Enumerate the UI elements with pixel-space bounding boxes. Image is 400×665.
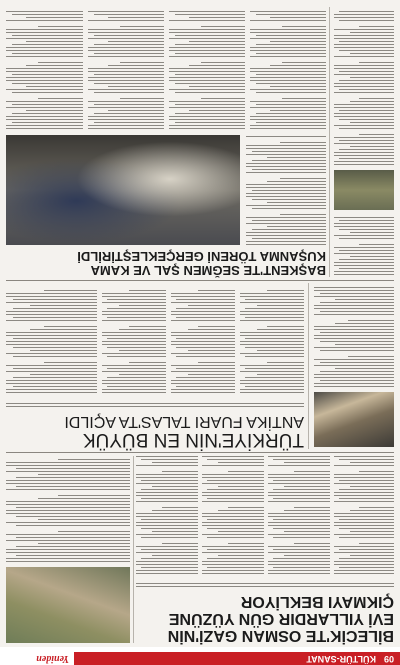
top-story-headline-line-2: EVİ YILLARDIR GÜN YÜZÜNE — [168, 610, 394, 628]
top-story-text-col-4 — [136, 456, 198, 574]
middle-story-headline — [6, 412, 304, 449]
bilecik-house-photo — [6, 567, 130, 643]
top-story-headline-line-1: BİLECİK'TE OSMAN GAZİ'NİN — [167, 627, 394, 644]
side-story-text-1 — [334, 215, 394, 275]
top-story-text-col-1 — [334, 456, 394, 574]
middle-story-text-col-2 — [171, 287, 235, 393]
segmen-ceremony-photo — [6, 135, 240, 245]
photo-story-text-col-5 — [6, 9, 83, 129]
middle-story-text-col-4 — [6, 287, 97, 393]
middle-story-headline-line-2: ANTİKA FUARI TALAS'TA AÇILDI — [64, 413, 304, 431]
story-divider — [6, 452, 394, 453]
photo-story-headline-line-1: BAŞKENT'TE SEĞMEN ŞAL VE KAMA — [90, 263, 326, 278]
column-rule — [133, 456, 134, 643]
top-story-photo-text — [6, 456, 130, 562]
olive-festival-photo — [334, 170, 394, 210]
top-story-deck — [136, 578, 394, 587]
photo-story-text-col-4 — [88, 9, 164, 129]
middle-story-deck — [6, 399, 304, 407]
photo-story-text-col-1 — [246, 135, 326, 245]
middle-story-text-col-1 — [240, 287, 304, 393]
column-rule — [308, 283, 309, 449]
story-divider — [6, 280, 394, 281]
section-title: KÜLTÜR-SANAT — [306, 654, 376, 664]
brand-box — [0, 652, 74, 665]
top-story-text-col-3 — [202, 456, 264, 574]
side-story-text-2 — [334, 10, 394, 165]
top-story-headline-line-3: ÇIKMAYI BEKLİYOR — [240, 593, 394, 611]
brand-logo: Yeniden — [36, 653, 69, 664]
middle-story-headline-line-1: TÜRKİYE'NİN EN BÜYÜK — [82, 429, 304, 450]
photo-story-text-col-3 — [169, 9, 245, 129]
middle-story-text-col-3 — [102, 287, 166, 393]
photo-story-text-col-2 — [250, 9, 326, 129]
top-story-text-col-2 — [268, 456, 330, 574]
band-underline — [0, 647, 400, 652]
page-number: 09 — [383, 654, 394, 664]
antique-market-photo — [314, 392, 394, 447]
photo-story-headline — [6, 250, 326, 277]
antique-story-text — [314, 287, 394, 387]
column-rule — [329, 7, 330, 277]
top-story-headline — [136, 593, 394, 643]
photo-story-headline-line-2: KUŞANMA TÖRENİ GERÇEKLEŞTİRİLDİ — [77, 249, 326, 265]
